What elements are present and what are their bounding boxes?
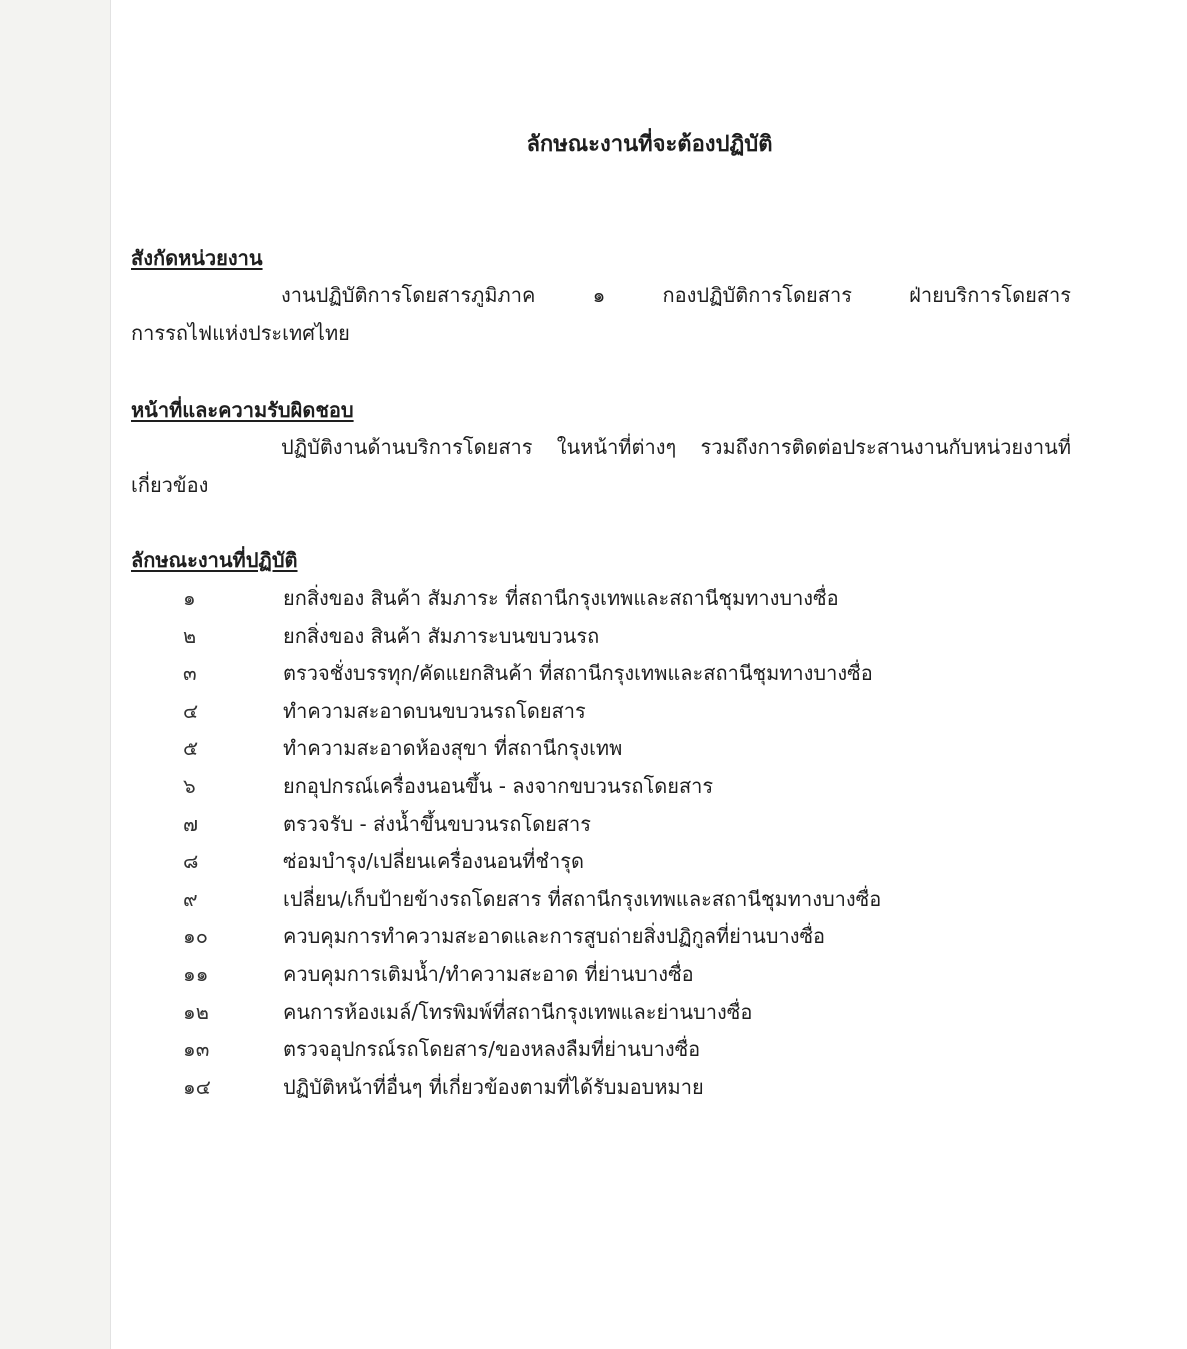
section-heading-duties: ลักษณะงานที่ปฏิบัติ <box>131 548 298 572</box>
document-page <box>110 0 1187 1349</box>
duty-text: ควบคุมการเติมน้ำ/ทำความสะอาด ที่ย่านบางซื่อ <box>283 961 694 986</box>
duty-text: ทำความสะอาดบนขบวนรถโดยสาร <box>283 698 586 723</box>
duty-number: ๑๔ <box>183 1074 211 1099</box>
duty-text: ตรวจชั่งบรรทุก/คัดแยกสินค้า ที่สถานีกรุงเทพและสถานีชุมทางบางซื่อ <box>283 661 873 686</box>
page-title: ลักษณะงานที่จะต้องปฏิบัติ <box>526 132 773 157</box>
duty-number: ๙ <box>183 886 198 911</box>
duty-number: ๕ <box>183 736 199 761</box>
duty-text: ตรวจรับ - ส่งน้ำขึ้นขบวนรถโดยสาร <box>283 811 592 836</box>
duty-text: ตรวจอุปกรณ์รถโดยสาร/ของหลงลืมที่ย่านบางซื่อ <box>283 1037 701 1062</box>
duty-number: ๑ <box>183 586 196 610</box>
duty-text: เปลี่ยน/เก็บป้ายข้างรถโดยสาร ที่สถานีกรุงเทพและสถานีชุมทางบางซื่อ <box>283 886 882 911</box>
duty-text: ทำความสะอาดห้องสุขา ที่สถานีกรุงเทพ <box>283 736 623 761</box>
duty-text: ยกสิ่งของ สินค้า สัมภาระบนขบวนรถ <box>283 623 600 648</box>
affiliation-line-2: การรถไฟแห่งประเทศไทย <box>131 321 350 345</box>
duty-text: ซ่อมบำรุง/เปลี่ยนเครื่องนอนที่ชำรุด <box>283 849 584 874</box>
duty-number: ๑๑ <box>183 961 209 986</box>
affiliation-line-1: งานปฏิบัติการโดยสารภูมิภาค ๑ กองปฏิบัติการโดยสาร ฝ่ายบริการโดยสาร <box>281 283 1071 307</box>
duty-number: ๖ <box>183 773 196 798</box>
duty-number: ๑๓ <box>183 1037 210 1062</box>
duty-number: ๒ <box>183 623 197 648</box>
section-heading-responsibility: หน้าที่และความรับผิดชอบ <box>131 398 354 422</box>
section-heading-affiliation: สังกัดหน่วยงาน <box>131 246 263 270</box>
affiliation-paragraph <box>131 276 1071 352</box>
duty-number: ๑๐ <box>183 924 208 949</box>
duty-number: ๑๒ <box>183 999 209 1024</box>
duty-number: ๘ <box>183 849 199 874</box>
duty-number: ๔ <box>183 698 199 723</box>
responsibility-line-2: เกี่ยวข้อง <box>131 473 209 497</box>
duty-text: คนการห้องเมล์/โทรพิมพ์ที่สถานีกรุงเทพและย่านบางซื่อ <box>283 999 753 1024</box>
responsibility-paragraph <box>131 428 1071 504</box>
duty-text: ยกสิ่งของ สินค้า สัมภาระ ที่สถานีกรุงเทพและสถานีชุมทางบางซื่อ <box>283 586 839 610</box>
duty-text: ควบคุมการทำความสะอาดและการสูบถ่ายสิ่งปฏิกูลที่ย่านบางซื่อ <box>283 924 826 949</box>
duty-number: ๓ <box>183 661 197 686</box>
duty-text: ปฏิบัติหน้าที่อื่นๆ ที่เกี่ยวข้องตามที่ได้รับมอบหมาย <box>283 1074 704 1099</box>
duty-text: ยกอุปกรณ์เครื่องนอนขึ้น - ลงจากขบวนรถโดยสาร <box>283 773 714 798</box>
duty-number: ๗ <box>183 811 199 836</box>
responsibility-line-1: ปฏิบัติงานด้านบริการโดยสาร ในหน้าที่ต่างๆ รวมถึงการติดต่อประสานงานกับหน่วยงานที่ <box>281 435 1071 459</box>
